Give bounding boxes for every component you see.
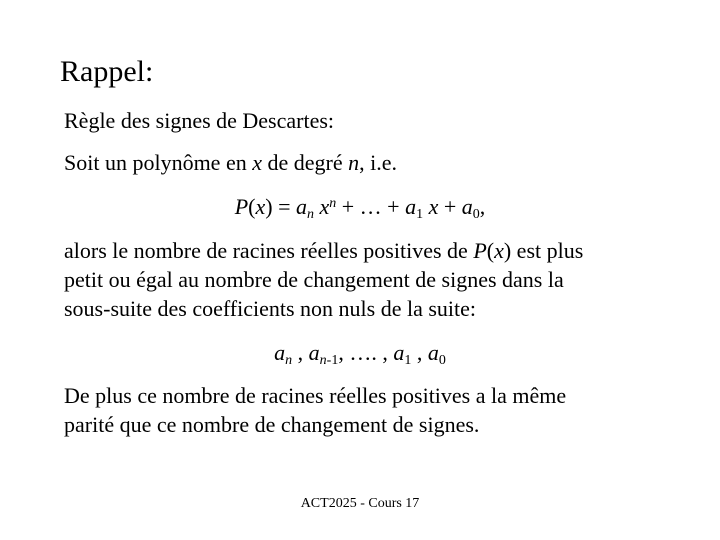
statement-line-1: alors le nombre de racines réelles positives de P(x) est plus — [64, 238, 584, 263]
rule-heading: Règle des signes de Descartes: — [64, 108, 335, 133]
intro-sentence: Soit un polynôme en x de degré n, i.e. — [64, 150, 397, 175]
polynomial-formula: $P(x) = a_n$ $x^n$ + … + $a_1$ $x + a_0$, — [234, 194, 486, 222]
statement-line-2: petit ou égal au nombre de changement de signes dans la — [64, 267, 564, 292]
slide-title: Rappel: — [60, 55, 154, 88]
parity-statement — [64, 381, 664, 439]
statement-line-3: sous-suite des coefficients non nuls de la suite: — [64, 296, 477, 321]
parity-line-2: parité que ce nombre de changement de signes. — [64, 412, 480, 437]
coefficient-sequence: $a_n$ , $a_{n-1}$, …. , $a_1$ , $a_0$ — [274, 340, 446, 368]
descartes-statement — [64, 236, 664, 323]
parity-line-1: De plus ce nombre de racines réelles positives a la même — [64, 383, 567, 408]
footer-course-label: ACT2025 - Cours 17 — [300, 496, 420, 511]
